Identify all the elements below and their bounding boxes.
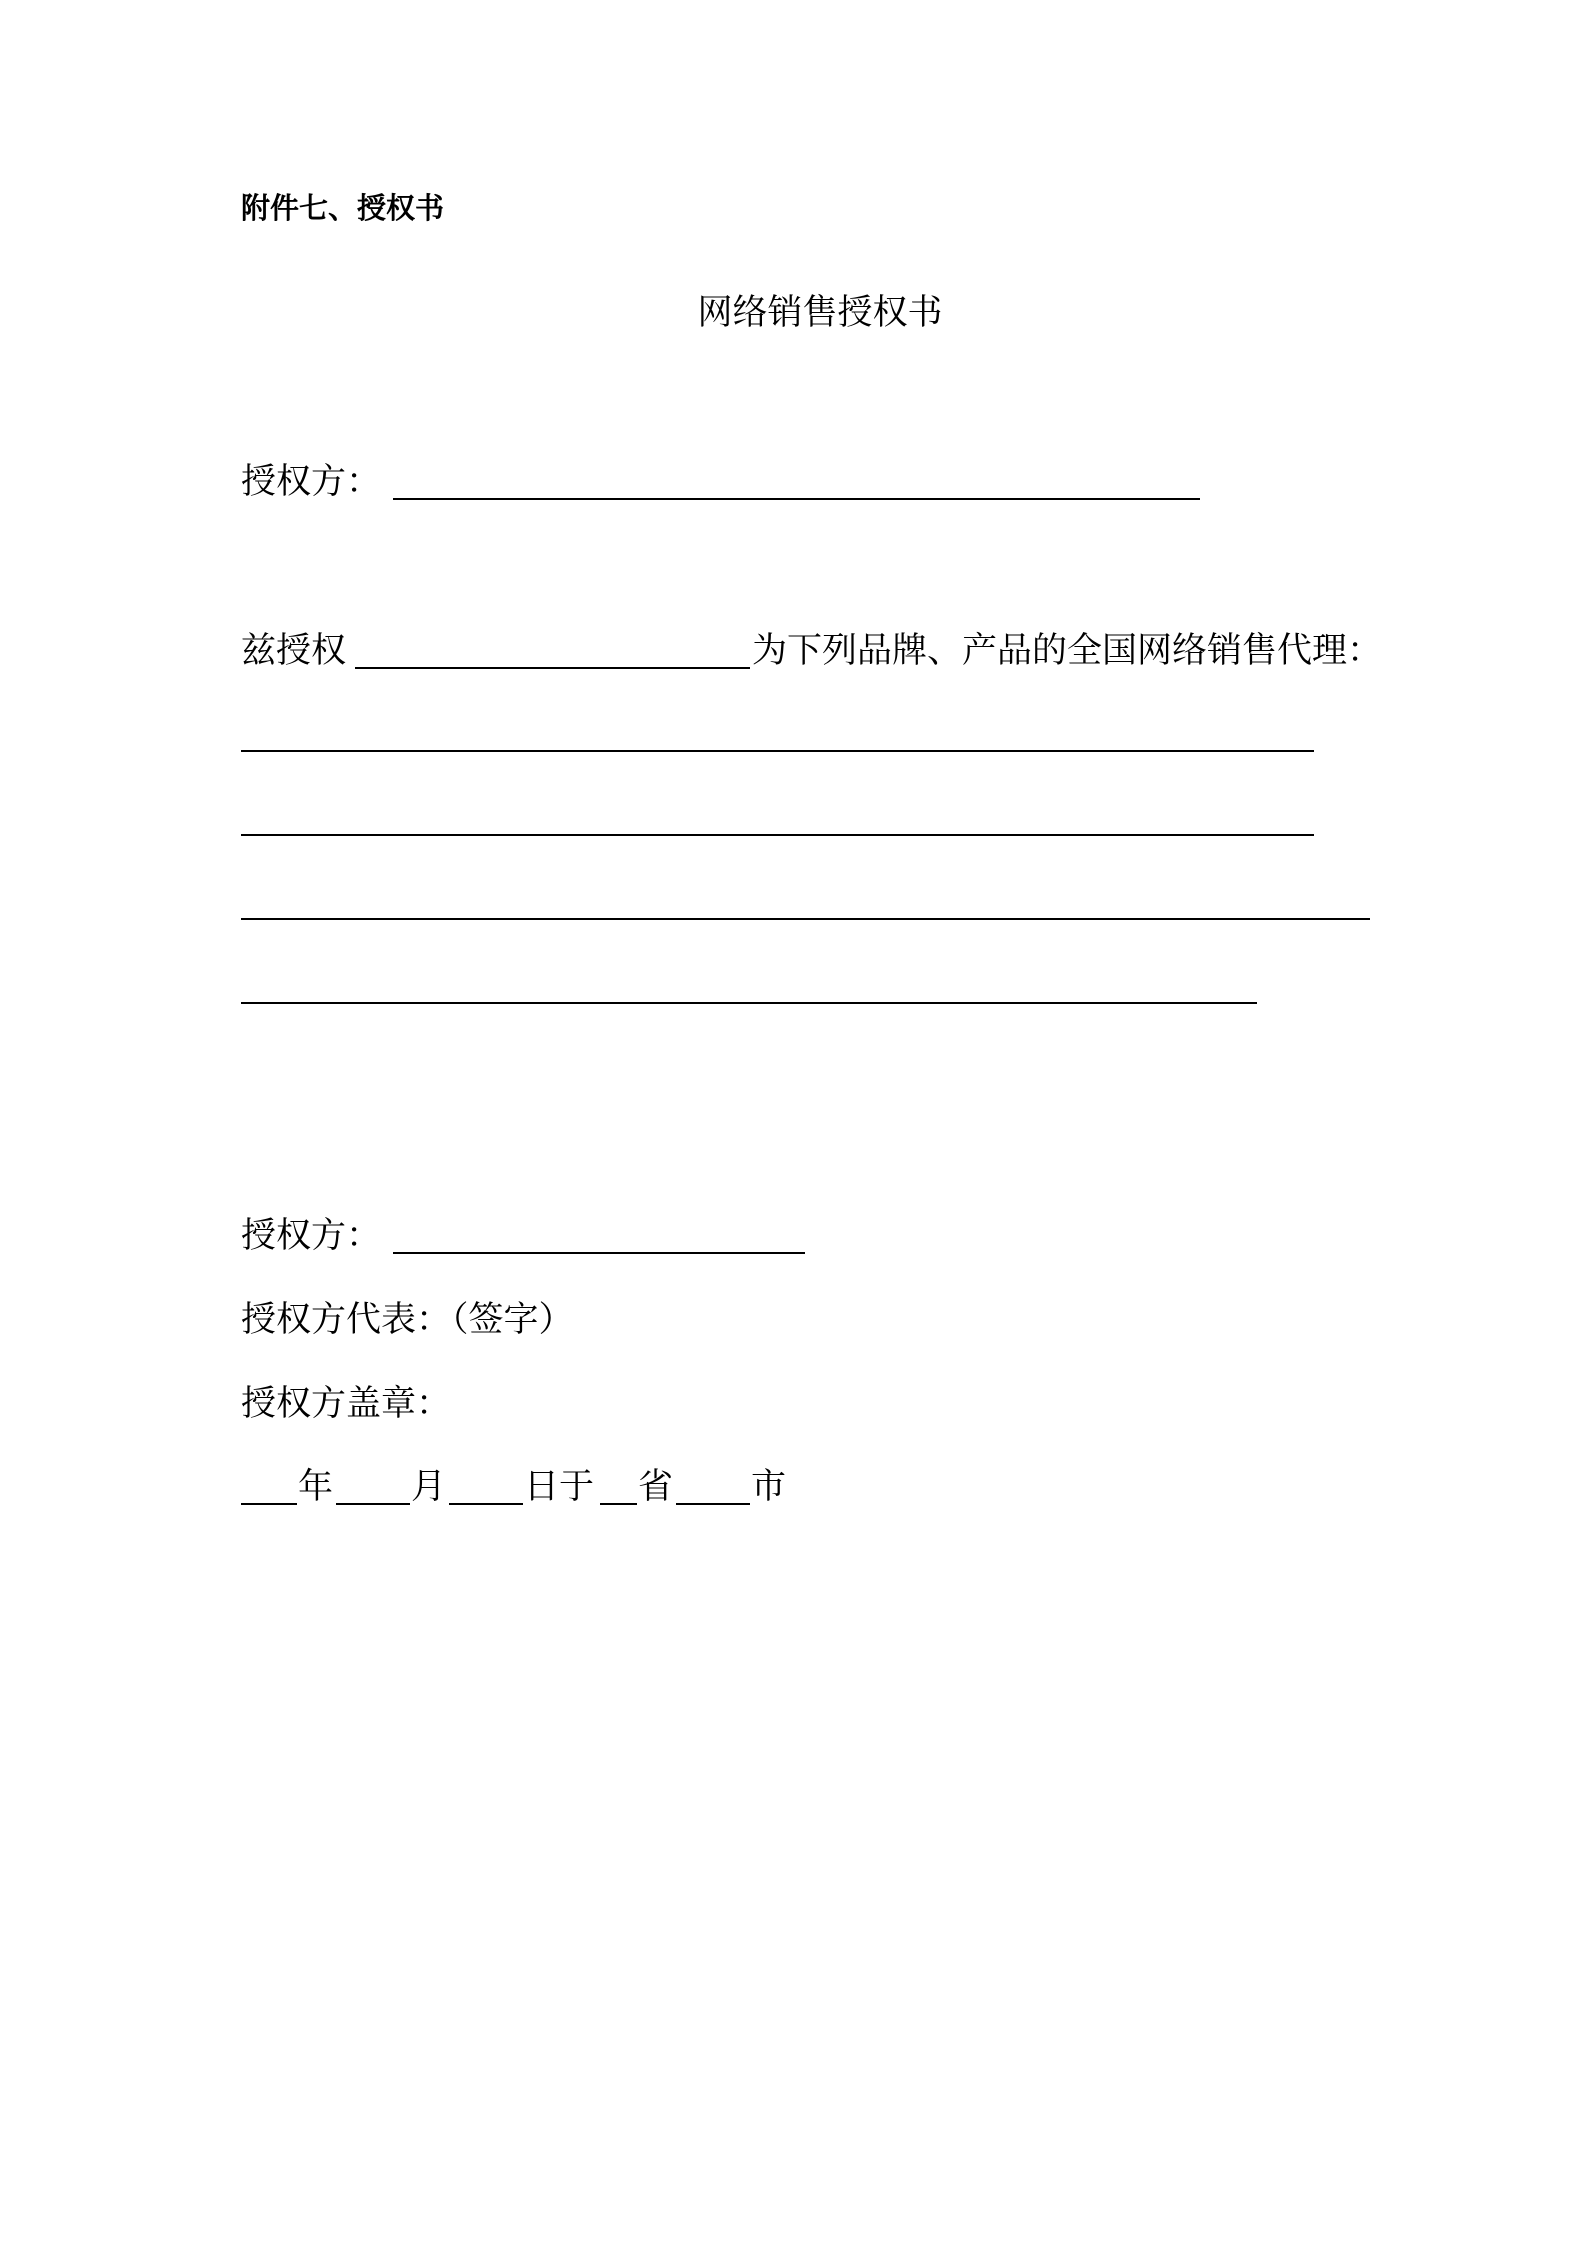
product-blank-line-3[interactable] xyxy=(241,918,1370,920)
month-label: 月 xyxy=(411,1467,447,1507)
signature-grantor-label: 授权方： xyxy=(241,1216,382,1256)
grantor-blank[interactable] xyxy=(393,498,1200,500)
city-label: 市 xyxy=(751,1467,787,1507)
attachment-heading: 附件七、授权书 xyxy=(241,191,445,225)
product-blank-line-2[interactable] xyxy=(241,834,1314,836)
document-title: 网络销售授权书 xyxy=(697,293,943,333)
city-blank[interactable] xyxy=(676,1503,750,1505)
year-label: 年 xyxy=(298,1467,334,1507)
day-at-label: 日于 xyxy=(524,1467,595,1507)
grantee-blank[interactable] xyxy=(355,667,750,669)
signature-grantor-blank[interactable] xyxy=(393,1252,805,1254)
grant-prefix: 兹授权 xyxy=(241,631,347,671)
year-blank[interactable] xyxy=(241,1503,297,1505)
province-blank[interactable] xyxy=(600,1503,637,1505)
province-label: 省 xyxy=(638,1467,674,1507)
day-blank[interactable] xyxy=(449,1503,523,1505)
grant-suffix: 为下列品牌、产品的全国网络销售代理： xyxy=(752,631,1383,671)
grantor-label: 授权方： xyxy=(241,462,382,502)
product-blank-line-1[interactable] xyxy=(241,750,1314,752)
month-blank[interactable] xyxy=(336,1503,410,1505)
representative-signature-label: 授权方代表：（签字） xyxy=(241,1300,574,1340)
product-blank-line-4[interactable] xyxy=(241,1002,1257,1004)
seal-label: 授权方盖章： xyxy=(241,1384,452,1424)
